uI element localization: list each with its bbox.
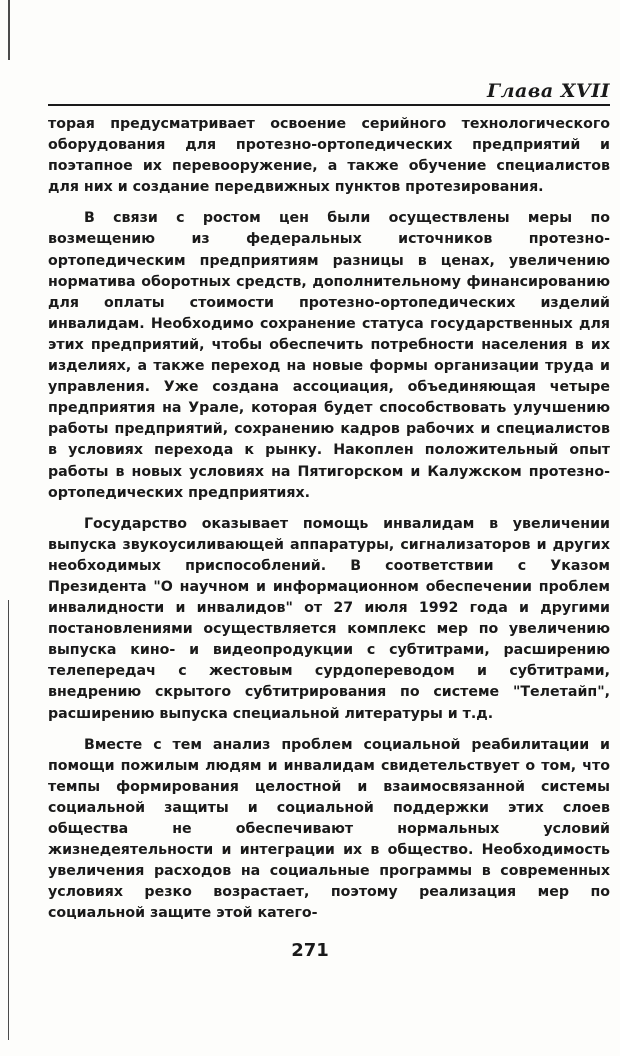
header-rule bbox=[48, 104, 610, 106]
body-text bbox=[48, 114, 610, 934]
paragraph-continued: торая предусматривает освоение серийного технологического оборудования для протезно-ортопедических предприятий и поэтапное их перевооружение, а также обучение специалистов для них и создание передвижных пунктов протезирования. bbox=[48, 116, 610, 196]
page-number: 271 bbox=[291, 940, 329, 961]
running-header bbox=[48, 78, 610, 106]
page-edge-mark bbox=[8, 600, 9, 1040]
chapter-title: Глава XVII bbox=[487, 80, 610, 102]
paragraph: В связи с ростом цен были осуществлены меры по возмещению из федеральных источников протезно-ортопедическим предприятиям разницы в ценах, увеличению норматива оборотных средств, дополнительному финансированию для оплаты стоимости протезно-ортопедических изделий инвалидам. Необходимо сохранение статуса государственных для этих предприятий, чтобы обеспечить потребности населения в их изделиях, а также переход на новые формы организации труда и управления. Уже создана ассоциация, объединяющая четыре предприятия на Урале, которая будет способствовать улучшению работы предприятий, сохранению кадров рабочих и специалистов в условиях перехода к рынку. Накоплен положительный опыт работы в новых условиях на Пятигорском и Калужском протезно-ортопедических предприятиях. bbox=[48, 210, 610, 501]
paragraph: Вместе с тем анализ проблем социальной реабилитации и помощи пожилым людям и инвалидам свидетельствует о том, что темпы формирования целостной и взаимосвязанной системы социальной защиты и социальной поддержки этих слоев общества не обеспечивают нормальных условий жизнедеятельности и интеграции их в общество. Необходимость увеличения расходов на социальные программы в современных условиях резко возрастает, поэтому реализация мер по социальной защите этой катего- bbox=[48, 736, 610, 922]
paragraph: Государство оказывает помощь инвалидам в увеличении выпуска звукоусиливающей аппаратуры, сигнализаторов и других необходимых приспособлений. В соответствии с Указом Президента "О научном и информационном обеспечении проблем инвалидности и инвалидов" от 27 июля 1992 года и другими постановлениями осуществляется комплекс мер по увеличению выпуска кино- и видеопродукции с субтитрами, расширению телепередач с жестовым сурдопереводом и субтитрами, внедрению скрытого субтитрирования по системе "Телетайп", расширению выпуска специальной литературы и т.д. bbox=[48, 515, 610, 722]
page-edge-mark bbox=[8, 0, 10, 60]
